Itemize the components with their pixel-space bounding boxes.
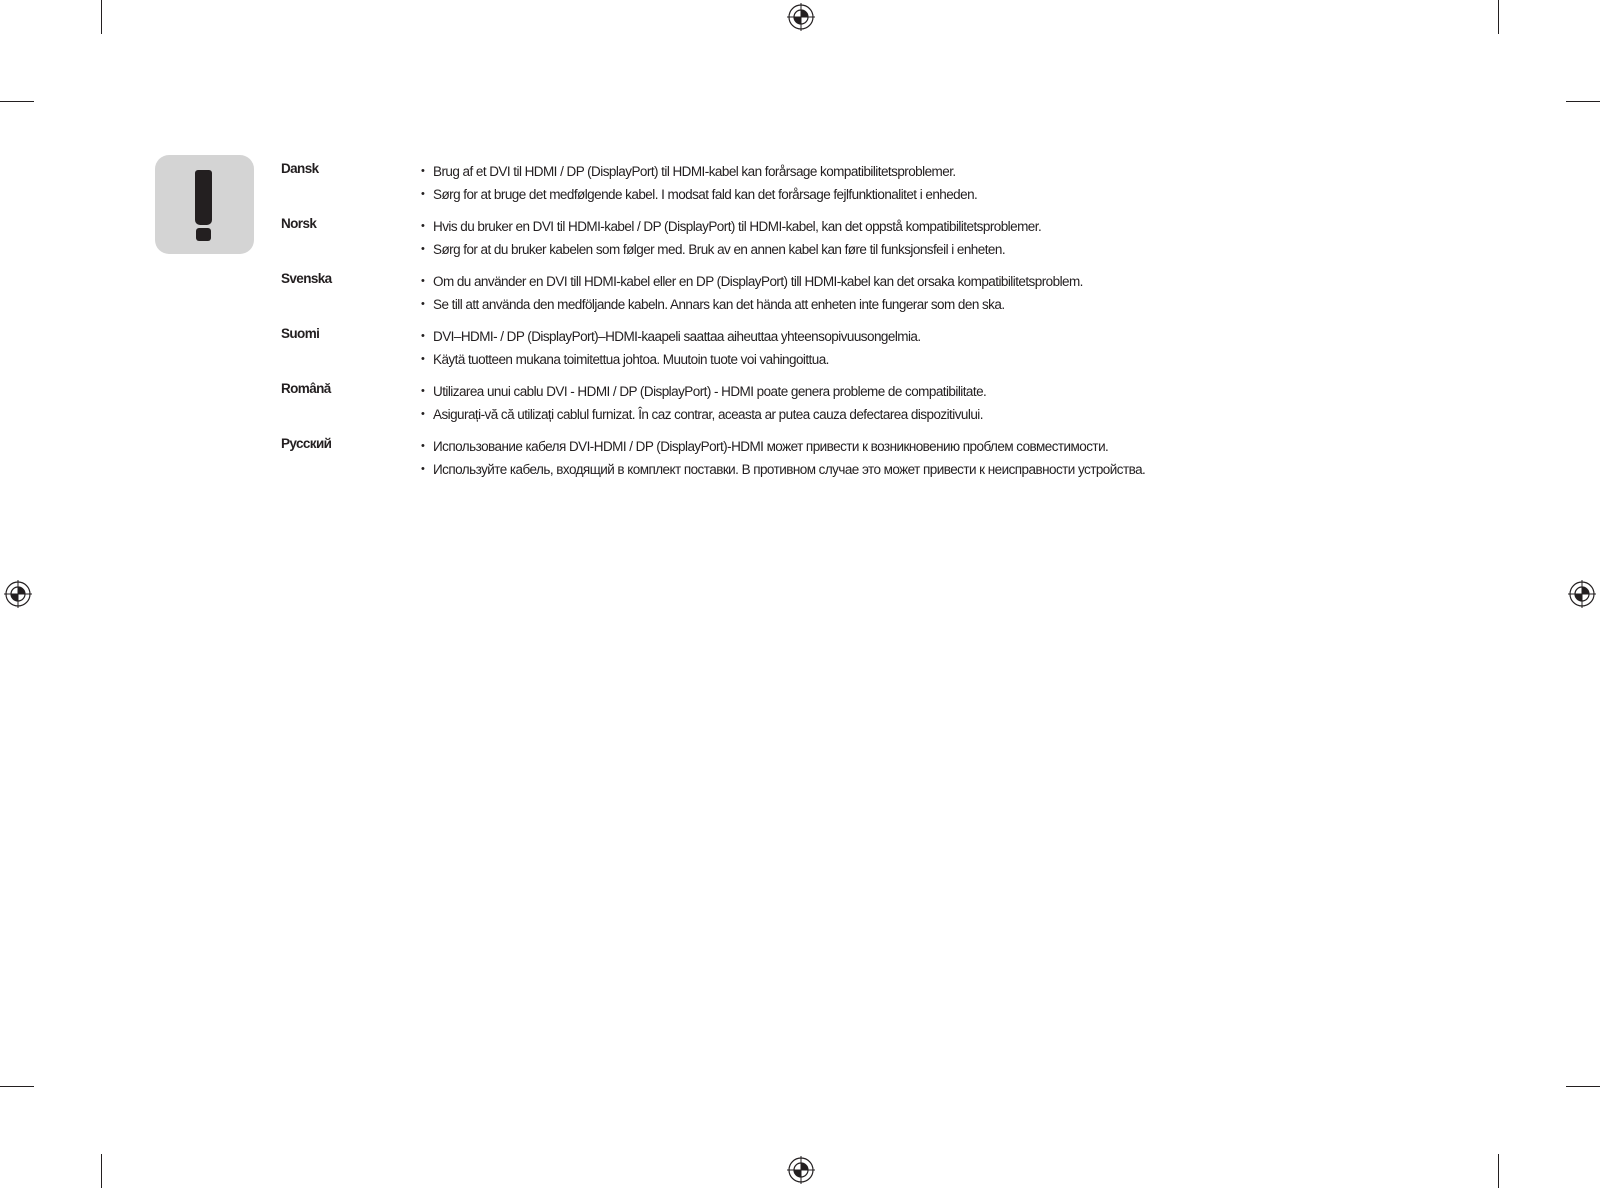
- note-text: Hvis du bruker en DVI til HDMI-kabel / DP (DisplayPort) til HDMI-kabel, kan det oppstå kompatibilitetsproblemer.: [433, 219, 1042, 234]
- note-item: [421, 293, 1083, 316]
- language-section-norsk: [281, 215, 1481, 261]
- language-section-suomi: [281, 325, 1481, 371]
- registration-mark-icon: [787, 3, 815, 31]
- note-item: [421, 270, 1083, 293]
- language-section-dansk: [281, 160, 1481, 206]
- crop-mark-top-left-horizontal: [0, 101, 34, 102]
- note-text: Sørg for at bruge det medfølgende kabel. I modsat fald kan det forårsage fejlfunktionalitet i enheden.: [433, 187, 978, 202]
- multilingual-notice: [281, 160, 1481, 490]
- note-item: [421, 215, 1041, 238]
- note-list: [421, 160, 977, 206]
- language-name: Svenska: [281, 271, 332, 286]
- note-list: [421, 270, 1083, 316]
- note-item: [421, 160, 977, 183]
- exclamation-bar: [195, 170, 212, 225]
- crop-mark-bottom-right-horizontal: [1566, 1086, 1600, 1087]
- note-item: [421, 238, 1041, 261]
- note-text: DVI–HDMI- / DP (DisplayPort)–HDMI-kaapeli saattaa aiheuttaa yhteensopivuusongelmia.: [433, 329, 921, 344]
- note-text: Использование кабеля DVI-HDMI / DP (DisplayPort)-HDMI может привести к возникновению проблем совместимости.: [433, 439, 1109, 454]
- note-item: [421, 435, 1145, 458]
- crop-mark-top-left-vertical: [101, 0, 102, 34]
- crop-mark-top-right-horizontal: [1566, 101, 1600, 102]
- note-list: [421, 435, 1145, 481]
- note-item: [421, 458, 1145, 481]
- language-name: Русский: [281, 436, 332, 451]
- bullet: •: [421, 353, 425, 365]
- language-name: Suomi: [281, 326, 320, 341]
- note-text: Käytä tuotteen mukana toimitettua johtoa. Muutoin tuote voi vahingoittua.: [433, 352, 829, 367]
- note-list: [421, 380, 986, 426]
- note-item: [421, 380, 986, 403]
- bullet: •: [421, 330, 425, 342]
- note-text: Om du använder en DVI till HDMI-kabel eller en DP (DisplayPort) till HDMI-kabel kan det orsaka kompatibilitetsproblem.: [433, 274, 1083, 289]
- bullet: •: [421, 408, 425, 420]
- note-text: Se till att använda den medföljande kabeln. Annars kan det hända att enheten inte fungerar som den ska.: [433, 297, 1005, 312]
- registration-mark-icon: [1568, 580, 1596, 608]
- language-name: Dansk: [281, 161, 319, 176]
- crop-mark-bottom-right-vertical: [1498, 1154, 1499, 1188]
- bullet: •: [421, 188, 425, 200]
- language-name: Română: [281, 381, 331, 396]
- bullet: •: [421, 298, 425, 310]
- language-section-svenska: [281, 270, 1481, 316]
- exclamation-dot: [196, 228, 211, 241]
- note-text: Используйте кабель, входящий в комплект поставки. В противном случае это может привести к неисправности устройства.: [433, 462, 1146, 477]
- bullet: •: [421, 165, 425, 177]
- registration-mark-icon: [4, 580, 32, 608]
- note-list: [421, 325, 921, 371]
- language-section-romana: [281, 380, 1481, 426]
- bullet: •: [421, 220, 425, 232]
- registration-mark-icon: [787, 1156, 815, 1184]
- bullet: •: [421, 275, 425, 287]
- crop-mark-bottom-left-horizontal: [0, 1086, 34, 1087]
- bullet: •: [421, 440, 425, 452]
- note-text: Asigurați-vă că utilizați cablul furnizat. În caz contrar, aceasta ar putea cauza defectarea dispozitivului.: [433, 407, 983, 422]
- crop-mark-top-right-vertical: [1498, 0, 1499, 34]
- note-item: [421, 183, 977, 206]
- exclamation-icon: [155, 155, 254, 254]
- language-name: Norsk: [281, 216, 317, 231]
- note-list: [421, 215, 1041, 261]
- crop-mark-bottom-left-vertical: [101, 1154, 102, 1188]
- note-item: [421, 325, 921, 348]
- note-text: Brug af et DVI til HDMI / DP (DisplayPort) til HDMI-kabel kan forårsage kompatibilitetsproblemer.: [433, 164, 956, 179]
- note-item: [421, 403, 986, 426]
- note-text: Sørg for at du bruker kabelen som følger med. Bruk av en annen kabel kan føre til funksjonsfeil i enheten.: [433, 242, 1006, 257]
- language-section-russkiy: [281, 435, 1481, 481]
- bullet: •: [421, 463, 425, 475]
- note-item: [421, 348, 921, 371]
- bullet: •: [421, 385, 425, 397]
- bullet: •: [421, 243, 425, 255]
- note-text: Utilizarea unui cablu DVI - HDMI / DP (DisplayPort) - HDMI poate genera probleme de compatibilitate.: [433, 384, 987, 399]
